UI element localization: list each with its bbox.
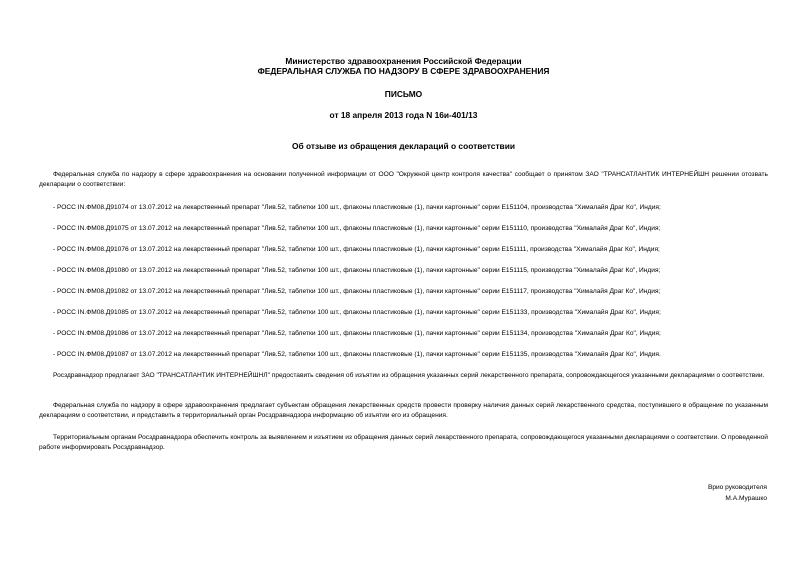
declaration-item-4: - РОСС IN.ФМ08.Д91080 от 13.07.2012 на лекарственный препарат "Лив.52, таблетки 100 шт., флаконы пластиковые (1), пачки картонные" серии Е151115, производства "Хималайя Драг Ко", Индия; — [53, 267, 661, 274]
declaration-item-5: - РОСС IN.ФМ08.Д91082 от 13.07.2012 на лекарственный препарат "Лив.52, таблетки 100 шт., флаконы пластиковые (1), пачки картонные" серии Е151117, производства "Хималайя Драг Ко", Индия; — [53, 288, 661, 295]
roszdravnadzor-paragraph: Росздравнадзор предлагает ЗАО "ТРАНСАТЛАНТИК ИНТЕРНЕЙШНЛ" предоставить сведения об изъятии из обращения указанных серий лекарственного препарата, сопровождающегося указанными декларациями о соответствии. — [53, 372, 765, 379]
declaration-item-6: - РОСС IN.ФМ08.Д91085 от 13.07.2012 на лекарственный препарат "Лив.52, таблетки 100 шт., флаконы пластиковые (1), пачки картонные" серии Е151133, производства "Хималайя Драг Ко", Индия; — [53, 309, 661, 316]
document-subject: Об отзыве из обращения деклараций о соответствии — [291, 141, 515, 151]
document-type: ПИСЬМО — [384, 89, 423, 99]
territorial-paragraph: Территориальным органам Росздравнадзора обеспечить контроль за выявлением и изъятием из обращения данных серий лекарственного препарата, сопровождающегося указанными декларациями о соответствии. О проведенной работе информировать Росздравнадзор. — [39, 434, 768, 451]
declaration-item-8: - РОСС IN.ФМ08.Д91087 от 13.07.2012 на лекарственный препарат "Лив.52, таблетки 100 шт., флаконы пластиковые (1), пачки картонные" серии Е151135, производства "Хималайя Драг Ко", Индия. — [53, 351, 661, 358]
subjects-paragraph: Федеральная служба по надзору в сфере здравоохранения предлагает субъектам обращения лекарственных средств провести проверку наличия данных серий лекарственного средства, поступившего в обращение по указанным декларациям о соответствии, и представить в территориальный орган Росздравнадзора информацию об изъятии его из обращения. — [39, 402, 768, 419]
intro-paragraph: Федеральная служба по надзору в сфере здравоохранения на основании полученной информации от ООО "Окружной центр контроля качества" сообщает о принятом ЗАО "ТРАНСАТЛАНТИК ИНТЕРНЕЙШН решении отозвать декларации о соответствии: — [39, 171, 768, 188]
declaration-item-1: - РОСС IN.ФМ08.Д91074 от 13.07.2012 на лекарственный препарат "Лив.52, таблетки 100 шт., флаконы пластиковые (1), пачки картонные" серии Е151104, производства "Хималайя Драг Ко", Индия; — [53, 204, 661, 211]
signatory-position: Врио руководителя — [707, 484, 767, 491]
document-date-number: от 18 апреля 2013 года N 16и-401/13 — [329, 110, 478, 120]
service-name: ФЕДЕРАЛЬНАЯ СЛУЖБА ПО НАДЗОРУ В СФЕРЕ ЗДРАВООХРАНЕНИЯ — [257, 66, 550, 76]
declaration-item-3: - РОСС IN.ФМ08.Д91076 от 13.07.2012 на лекарственный препарат "Лив.52, таблетки 100 шт., флаконы пластиковые (1), пачки картонные" серии Е151111, производства "Хималайя Драг Ко", Индия; — [53, 246, 660, 253]
declaration-item-7: - РОСС IN.ФМ08.Д91086 от 13.07.2012 на лекарственный препарат "Лив.52, таблетки 100 шт., флаконы пластиковые (1), пачки картонные" серии Е151134, производства "Хималайя Драг Ко", Индия; — [53, 330, 661, 337]
signatory-name: М.А.Мурашко — [725, 495, 767, 502]
ministry-name: Министерство здравоохранения Российской Федерации — [285, 56, 522, 66]
declaration-item-2: - РОСС IN.ФМ08.Д91075 от 13.07.2012 на лекарственный препарат "Лив.52, таблетки 100 шт., флаконы пластиковые (1), пачки картонные" серии Е151110, производства "Хималайя Драг Ко", Индия; — [53, 225, 661, 232]
